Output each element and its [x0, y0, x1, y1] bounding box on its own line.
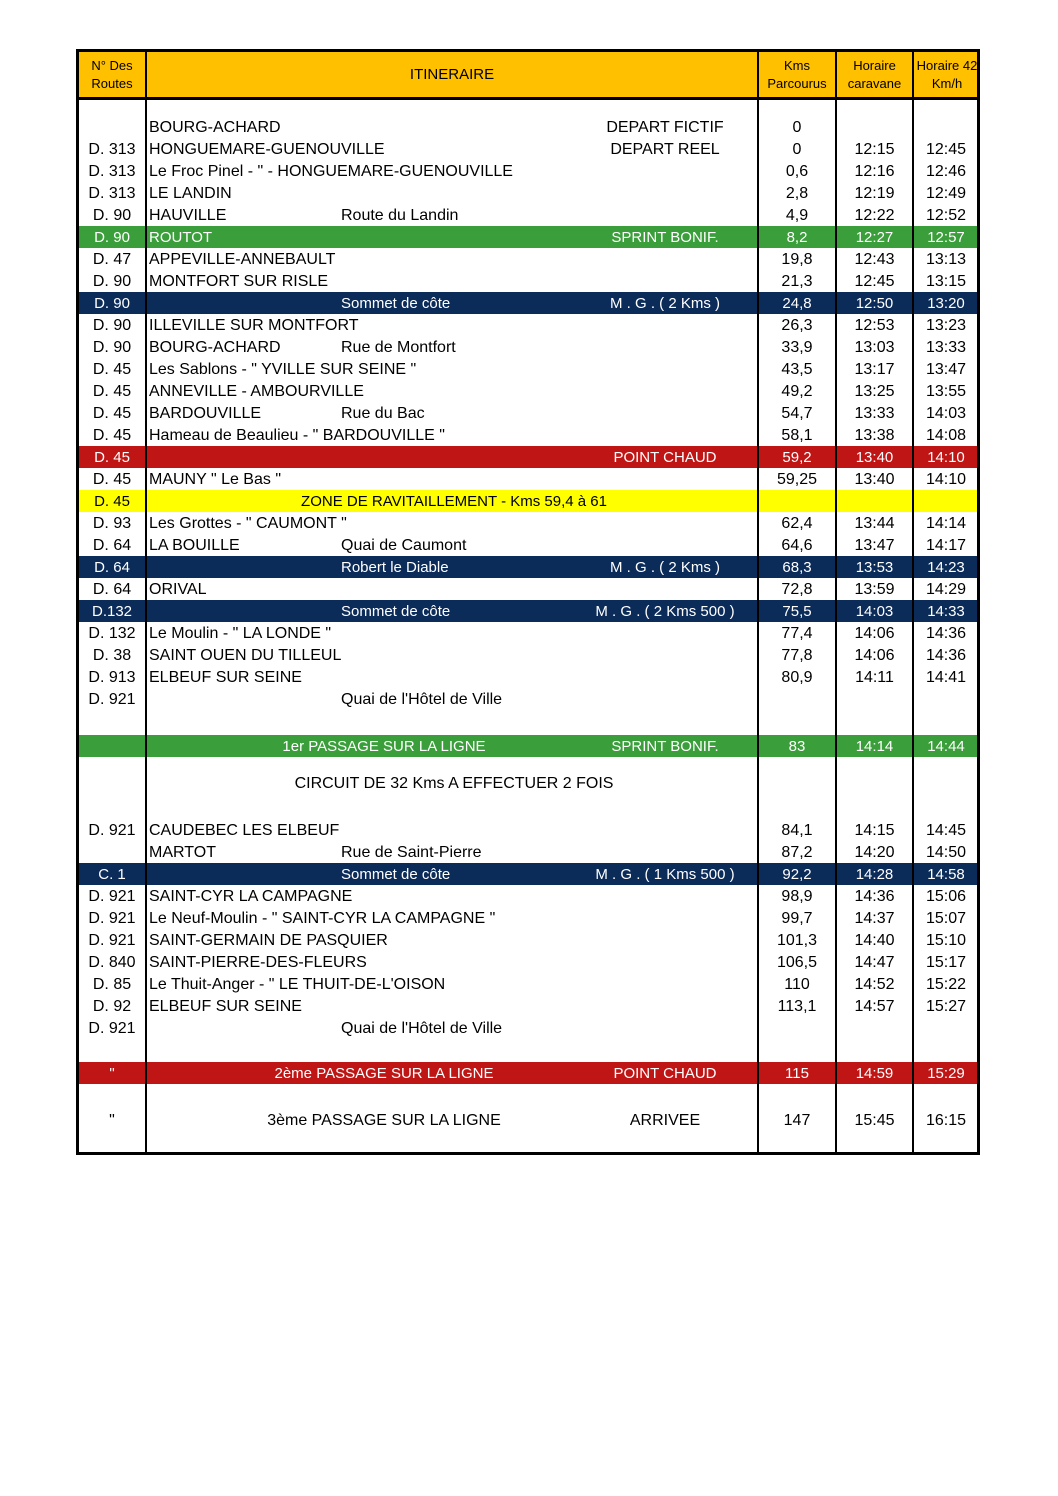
header-routes: N° Des Routes	[91, 57, 133, 91]
route-number: D. 313	[88, 185, 136, 202]
table-row	[79, 270, 977, 292]
column-divider	[145, 52, 147, 1152]
time-42kmh: 15:06	[925, 888, 967, 905]
circuit-note: CIRCUIT DE 32 Kms A EFFECTUER 2 FOIS	[294, 775, 614, 792]
route-number	[81, 116, 143, 138]
table-row	[79, 841, 977, 863]
route-number: "	[109, 1065, 115, 1082]
caravan-time: 12:27	[855, 229, 894, 246]
caravan-time: 14:15	[854, 822, 895, 839]
place-name: Les Grottes - " CAUMONT "	[149, 515, 347, 532]
place-name: ILLEVILLE SUR MONTFORT	[149, 317, 359, 334]
place-name: LA BOUILLE	[149, 537, 240, 554]
route-number: D.132	[91, 603, 133, 620]
event-label: DEPART FICTIF	[606, 119, 724, 136]
event-label: SPRINT BONIF.	[611, 738, 719, 755]
time-42kmh	[913, 1017, 979, 1039]
time-42kmh: 13:47	[925, 361, 967, 378]
route-number: D. 132	[88, 625, 136, 642]
table-row	[79, 556, 977, 578]
event-label	[565, 688, 765, 710]
caravan-time: 12:45	[854, 273, 895, 290]
time-42kmh: 13:15	[925, 273, 967, 290]
table-header	[79, 52, 977, 100]
table-row	[79, 885, 977, 907]
kms-value: 147	[783, 1112, 811, 1129]
column-divider	[757, 52, 759, 1152]
caravan-time: 14:47	[854, 954, 895, 971]
time-42kmh: 14:36	[925, 647, 967, 664]
route-number: D. 840	[88, 954, 136, 971]
route-number: D. 921	[88, 1020, 136, 1037]
place-detail: Sommet de côte	[341, 866, 451, 883]
time-42kmh: 13:55	[925, 383, 967, 400]
kms-value: 113,1	[777, 998, 817, 1015]
table-row	[79, 666, 977, 688]
table-row	[79, 490, 977, 512]
place-name: Le Moulin - " LA LONDE "	[149, 625, 332, 642]
caravan-time: 14:03	[855, 603, 894, 620]
caravan-time: 12:22	[854, 207, 895, 224]
table-row	[79, 907, 977, 929]
time-42kmh: 14:14	[925, 515, 967, 532]
route-number: D. 45	[92, 383, 132, 400]
table-row	[79, 512, 977, 534]
table-row	[79, 644, 977, 666]
table-row	[79, 534, 977, 556]
place-name: MARTOT	[149, 844, 216, 861]
route-number: D. 90	[92, 339, 132, 356]
time-42kmh	[913, 688, 979, 710]
place-name: BOURG-ACHARD	[149, 119, 281, 136]
time-42kmh: 12:57	[927, 229, 965, 246]
place-detail: Robert le Diable	[341, 559, 449, 576]
caravan-time: 13:33	[854, 405, 895, 422]
event-label: DEPART REEL	[610, 141, 720, 158]
kms-value: 59,25	[776, 471, 818, 488]
event-label: SPRINT BONIF.	[611, 229, 719, 246]
event-label	[565, 402, 765, 424]
table-row	[79, 1109, 977, 1131]
time-42kmh: 15:29	[927, 1065, 965, 1082]
place-detail: 3ème PASSAGE SUR LA LIGNE	[267, 1112, 501, 1129]
caravan-time: 12:15	[854, 141, 895, 158]
time-42kmh: 13:13	[925, 251, 967, 268]
route-number: D. 45	[92, 427, 132, 444]
route-number: D. 64	[92, 537, 132, 554]
table-row	[79, 248, 977, 270]
kms-value: 110	[784, 976, 810, 993]
route-number: D. 47	[92, 251, 132, 268]
time-42kmh: 15:10	[925, 932, 967, 949]
caravan-time: 12:53	[854, 317, 895, 334]
caravan-time: 14:37	[854, 910, 895, 927]
time-42kmh: 14:10	[925, 471, 967, 488]
table-row	[79, 735, 977, 757]
time-42kmh: 14:17	[925, 537, 967, 554]
route-number: D. 90	[94, 229, 130, 246]
caravan-time: 13:03	[854, 339, 895, 356]
event-label: M . G . ( 2 Kms )	[609, 295, 720, 312]
event-label	[565, 644, 765, 666]
event-label	[565, 929, 765, 951]
time-42kmh: 14:44	[927, 738, 965, 755]
caravan-time	[837, 688, 912, 710]
table-row	[79, 314, 977, 336]
itinerary-table	[76, 49, 980, 1155]
table-row	[79, 995, 977, 1017]
caravan-time: 14:06	[854, 647, 895, 664]
kms-value: 0	[792, 119, 802, 136]
caravan-time: 13:40	[854, 471, 895, 488]
route-number: D. 45	[92, 405, 132, 422]
place-name: ELBEUF SUR SEINE	[149, 669, 302, 686]
caravan-time: 13:38	[854, 427, 895, 444]
table-row	[79, 358, 977, 380]
place-detail: Sommet de côte	[341, 295, 451, 312]
table-row	[79, 160, 977, 182]
table-row	[79, 204, 977, 226]
caravan-time: 12:19	[854, 185, 895, 202]
place-name: ORIVAL	[149, 581, 207, 598]
kms-value: 115	[785, 1065, 809, 1082]
route-number	[81, 841, 143, 863]
route-number: D. 64	[92, 581, 132, 598]
kms-value: 68,3	[782, 559, 812, 576]
kms-value: 72,8	[781, 581, 813, 598]
caravan-time: 14:40	[854, 932, 895, 949]
table-row	[79, 951, 977, 973]
caravan-time: 14:36	[854, 888, 895, 905]
time-42kmh	[913, 116, 979, 138]
place-name: SAINT-CYR LA CAMPAGNE	[149, 888, 353, 905]
place-name: Le Thuit-Anger - " LE THUIT-DE-L'OISON	[149, 976, 446, 993]
place-detail: 2ème PASSAGE SUR LA LIGNE	[274, 1065, 494, 1082]
event-label: POINT CHAUD	[613, 449, 717, 466]
caravan-time	[837, 1017, 912, 1039]
time-42kmh: 15:22	[925, 976, 967, 993]
place-detail: Route du Landin	[341, 207, 459, 224]
zone-label: ZONE DE RAVITAILLEMENT - Kms 59,4 à 61	[301, 493, 607, 510]
kms-value: 54,7	[781, 405, 813, 422]
event-label	[565, 666, 765, 688]
kms-value: 75,5	[782, 603, 812, 620]
kms-value: 77,4	[781, 625, 813, 642]
table-row	[79, 973, 977, 995]
route-number: "	[109, 1112, 115, 1129]
table-row	[79, 182, 977, 204]
time-42kmh: 15:07	[925, 910, 967, 927]
kms-value: 43,5	[781, 361, 813, 378]
caravan-time: 14:28	[855, 866, 894, 883]
event-label	[565, 314, 765, 336]
time-42kmh: 12:46	[925, 163, 967, 180]
time-42kmh: 13:33	[925, 339, 967, 356]
table-row	[79, 1017, 977, 1039]
caravan-time: 14:20	[854, 844, 895, 861]
time-42kmh: 15:17	[925, 954, 967, 971]
place-detail: Quai de l'Hôtel de Ville	[341, 1020, 503, 1037]
route-number: D. 90	[92, 273, 132, 290]
event-label	[565, 841, 765, 863]
caravan-time: 12:50	[855, 295, 894, 312]
event-label	[565, 468, 765, 490]
route-number: D. 921	[88, 910, 136, 927]
kms-value: 21,3	[781, 273, 813, 290]
place-detail: Sommet de côte	[341, 603, 451, 620]
time-42kmh: 14:33	[927, 603, 965, 620]
table-row	[79, 688, 977, 710]
kms-value	[759, 1017, 835, 1039]
caravan-time: 15:45	[854, 1112, 895, 1129]
kms-value: 84,1	[781, 822, 813, 839]
time-42kmh: 14:29	[925, 581, 967, 598]
table-row	[79, 578, 977, 600]
place-name: BOURG-ACHARD	[149, 339, 281, 356]
route-number: D. 93	[92, 515, 132, 532]
kms-value: 2,8	[785, 185, 809, 202]
route-number: D. 913	[88, 669, 136, 686]
place-name: Hameau de Beaulieu - " BARDOUVILLE "	[149, 427, 445, 444]
place-name: HAUVILLE	[149, 207, 227, 224]
route-number: D. 90	[92, 207, 132, 224]
table-row	[79, 424, 977, 446]
time-42kmh: 12:49	[925, 185, 967, 202]
place-name: ANNEVILLE - AMBOURVILLE	[149, 383, 364, 400]
caravan-time: 14:11	[855, 669, 894, 686]
table-row	[79, 226, 977, 248]
route-number: D. 45	[92, 361, 132, 378]
kms-value: 92,2	[782, 866, 812, 883]
header-kms: Kms Parcourus	[767, 57, 827, 91]
kms-value	[759, 490, 835, 512]
time-42kmh: 13:20	[927, 295, 965, 312]
place-name: Le Froc Pinel - " - HONGUEMARE-GUENOUVILLE	[149, 163, 513, 180]
place-name: Le Neuf-Moulin - " SAINT-CYR LA CAMPAGNE "	[149, 910, 496, 927]
event-label	[565, 973, 765, 995]
kms-value	[759, 688, 835, 710]
header-caravan: Horaire caravane	[847, 57, 902, 91]
event-label	[565, 622, 765, 644]
time-42kmh: 14:10	[927, 449, 965, 466]
route-number: D. 38	[92, 647, 132, 664]
kms-value: 106,5	[776, 954, 818, 971]
place-detail: Rue de Montfort	[341, 339, 456, 356]
route-number: D. 90	[92, 317, 132, 334]
event-label	[565, 534, 765, 556]
event-label	[565, 819, 765, 841]
event-label	[565, 160, 765, 182]
place-name: Les Sablons - " YVILLE SUR SEINE "	[149, 361, 417, 378]
route-number: D. 45	[94, 449, 130, 466]
route-number: C. 1	[98, 866, 126, 883]
event-label	[565, 512, 765, 534]
event-label	[565, 270, 765, 292]
route-number: D. 64	[94, 559, 130, 576]
caravan-time: 13:17	[854, 361, 895, 378]
table-row	[79, 116, 977, 138]
table-row	[79, 1062, 977, 1084]
time-42kmh: 13:23	[925, 317, 967, 334]
caravan-time: 14:14	[855, 738, 894, 755]
event-label	[565, 424, 765, 446]
place-name: LE LANDIN	[149, 185, 232, 202]
kms-value: 58,1	[781, 427, 813, 444]
caravan-time: 13:40	[855, 449, 894, 466]
event-label	[565, 907, 765, 929]
kms-value: 98,9	[781, 888, 813, 905]
kms-value: 49,2	[781, 383, 813, 400]
kms-value: 101,3	[776, 932, 818, 949]
caravan-time: 13:53	[855, 559, 894, 576]
time-42kmh: 16:15	[925, 1112, 967, 1129]
kms-value: 99,7	[781, 910, 813, 927]
table-row	[79, 292, 977, 314]
time-42kmh: 14:50	[925, 844, 967, 861]
kms-value: 64,6	[781, 537, 813, 554]
time-42kmh: 14:41	[925, 669, 967, 686]
event-label: M . G . ( 2 Kms )	[609, 559, 720, 576]
table-row	[79, 402, 977, 424]
place-name: BARDOUVILLE	[149, 405, 262, 422]
time-42kmh: 14:03	[925, 405, 967, 422]
time-42kmh: 12:45	[925, 141, 967, 158]
caravan-time: 12:43	[854, 251, 895, 268]
caravan-time: 14:06	[854, 625, 895, 642]
place-name: MAUNY " Le Bas "	[149, 471, 281, 488]
header-itinerary: ITINERAIRE	[409, 65, 495, 83]
kms-value: 4,9	[785, 207, 809, 224]
route-number: D. 85	[92, 976, 132, 993]
kms-value: 8,2	[786, 229, 808, 246]
table-row	[79, 819, 977, 841]
place-detail: Rue du Bac	[341, 405, 425, 422]
route-number: D. 45	[92, 471, 132, 488]
table-row	[79, 380, 977, 402]
place-name: SAINT OUEN DU TILLEUL	[149, 647, 342, 664]
table-row	[79, 336, 977, 358]
table-row	[79, 600, 977, 622]
kms-value: 0	[792, 141, 802, 158]
caravan-time: 13:25	[854, 383, 895, 400]
time-42kmh: 14:23	[927, 559, 965, 576]
place-name: SAINT-PIERRE-DES-FLEURS	[149, 954, 367, 971]
kms-value: 59,2	[782, 449, 812, 466]
route-number: D. 921	[88, 888, 136, 905]
table-row	[79, 468, 977, 490]
place-name: ROUTOT	[149, 229, 213, 246]
caravan-time: 13:47	[854, 537, 895, 554]
kms-value: 19,8	[781, 251, 813, 268]
route-number: D. 92	[92, 998, 132, 1015]
time-42kmh: 14:58	[927, 866, 965, 883]
kms-value: 26,3	[781, 317, 813, 334]
event-label: ARRIVEE	[629, 1112, 701, 1129]
place-detail: Quai de Caumont	[341, 537, 467, 554]
event-label	[565, 951, 765, 973]
kms-value: 62,4	[781, 515, 813, 532]
time-42kmh	[913, 490, 979, 512]
time-42kmh: 14:45	[925, 822, 967, 839]
place-name: CAUDEBEC LES ELBEUF	[149, 822, 340, 839]
column-divider	[912, 52, 914, 1152]
route-number: D. 921	[88, 932, 136, 949]
event-label	[565, 182, 765, 204]
place-name: MONTFORT SUR RISLE	[149, 273, 328, 290]
event-label	[565, 204, 765, 226]
kms-value: 87,2	[781, 844, 813, 861]
kms-value: 33,9	[781, 339, 813, 356]
place-name: HONGUEMARE-GUENOUVILLE	[149, 141, 385, 158]
kms-value: 77,8	[781, 647, 813, 664]
event-label: M . G . ( 1 Kms 500 )	[595, 866, 735, 883]
caravan-time	[837, 116, 912, 138]
table-row	[79, 446, 977, 468]
caravan-time: 14:59	[855, 1065, 894, 1082]
kms-value: 83	[788, 738, 806, 755]
caravan-time: 13:44	[854, 515, 895, 532]
route-number: D. 45	[94, 493, 130, 510]
event-label	[565, 995, 765, 1017]
table-row	[79, 622, 977, 644]
event-label	[565, 885, 765, 907]
time-42kmh: 14:08	[925, 427, 967, 444]
event-label	[565, 248, 765, 270]
caravan-time: 13:59	[854, 581, 895, 598]
kms-value: 80,9	[781, 669, 813, 686]
place-detail: Quai de l'Hôtel de Ville	[341, 691, 503, 708]
column-divider	[835, 52, 837, 1152]
route-number: D. 313	[88, 141, 136, 158]
caravan-time: 12:16	[854, 163, 895, 180]
event-label	[565, 380, 765, 402]
route-number: D. 921	[88, 822, 136, 839]
event-label	[565, 336, 765, 358]
caravan-time	[837, 490, 912, 512]
kms-value: 0,6	[785, 163, 809, 180]
time-42kmh: 12:52	[925, 207, 967, 224]
time-42kmh: 15:27	[925, 998, 967, 1015]
caravan-time: 14:57	[854, 998, 895, 1015]
time-42kmh: 14:36	[925, 625, 967, 642]
caravan-time: 14:52	[854, 976, 895, 993]
place-name: ELBEUF SUR SEINE	[149, 998, 302, 1015]
event-label: POINT CHAUD	[613, 1065, 717, 1082]
route-number: D. 90	[94, 295, 130, 312]
route-number: D. 313	[88, 163, 136, 180]
table-row	[79, 863, 977, 885]
event-label	[565, 578, 765, 600]
place-detail: 1er PASSAGE SUR LA LIGNE	[282, 738, 486, 755]
route-number	[81, 735, 143, 757]
event-label	[565, 1017, 765, 1039]
place-detail: Rue de Saint-Pierre	[341, 844, 482, 861]
table-row	[79, 929, 977, 951]
event-label	[565, 358, 765, 380]
table-row	[79, 138, 977, 160]
kms-value: 24,8	[782, 295, 812, 312]
place-name: APPEVILLE-ANNEBAULT	[149, 251, 336, 268]
header-42kmh: Horaire 42 Km/h	[916, 57, 978, 91]
place-name: SAINT-GERMAIN DE PASQUIER	[149, 932, 388, 949]
event-label: M . G . ( 2 Kms 500 )	[595, 603, 735, 620]
route-number: D. 921	[88, 691, 136, 708]
